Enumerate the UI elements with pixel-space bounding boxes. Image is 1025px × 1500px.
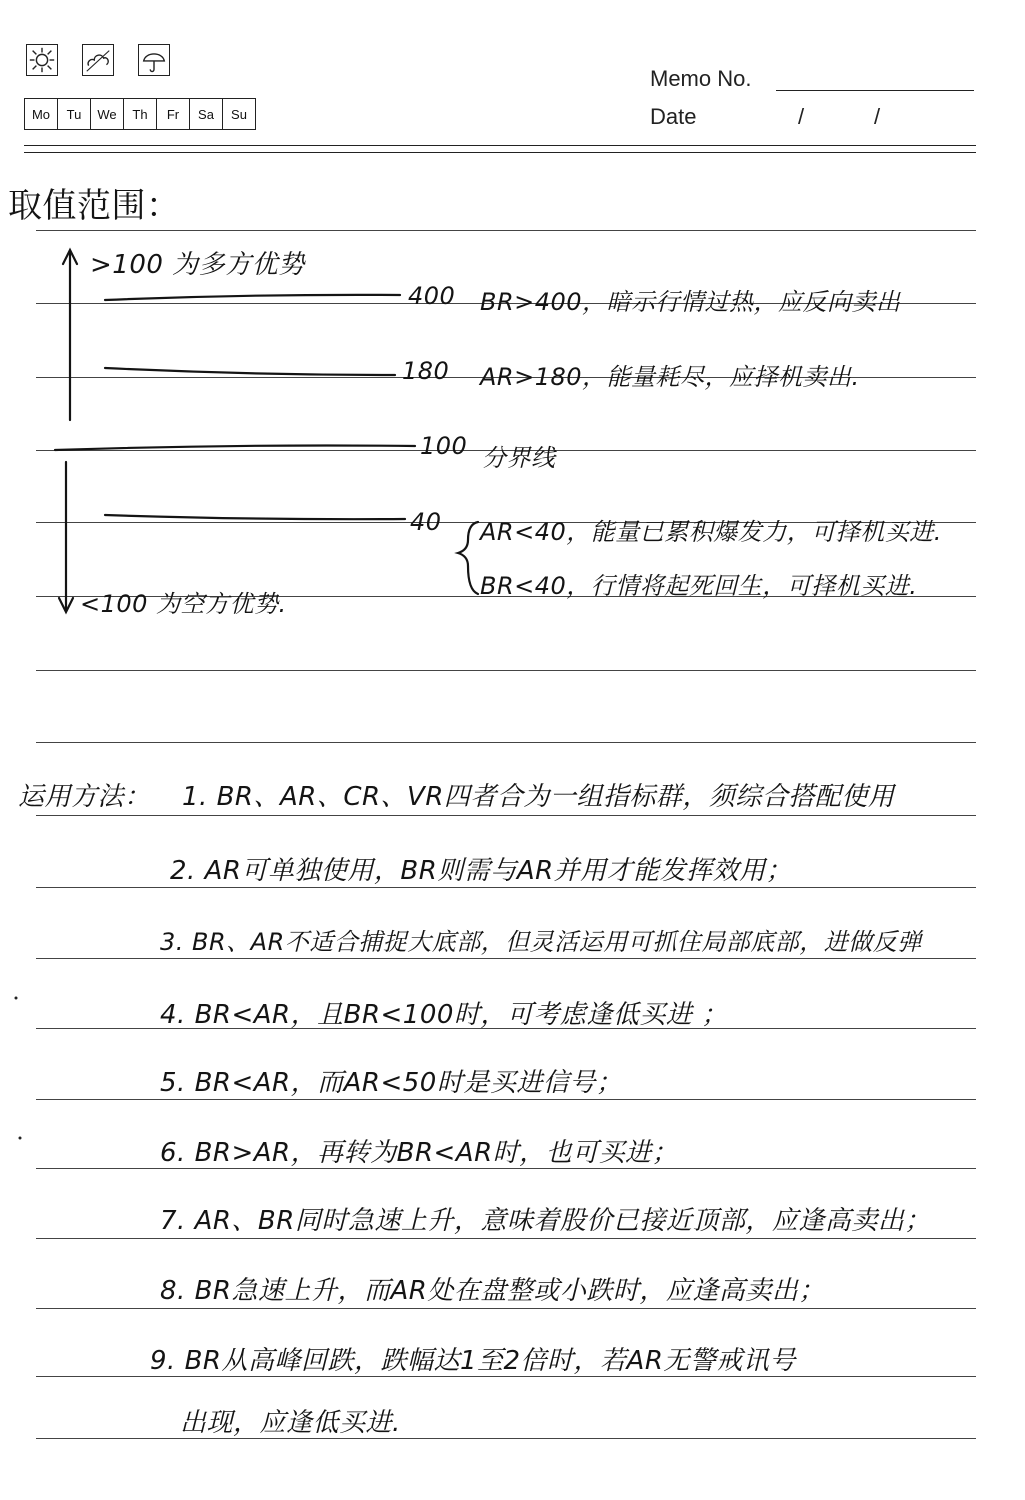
range-section-title: 取值范围：: [8, 186, 181, 226]
weekday-sa: Sa: [190, 99, 223, 129]
weekday-su: Su: [231, 106, 247, 122]
sun-icon: [26, 44, 58, 76]
level-value: 400: [408, 282, 456, 310]
usage-item: 6. BR>AR，再转为BR<AR时，也可买进；: [160, 1138, 679, 1168]
ruled-line: [36, 1438, 976, 1439]
ruled-line: [36, 1308, 976, 1309]
ruled-line: [36, 887, 976, 888]
usage-item: 5. BR<AR，而AR<50时是买进信号；: [160, 1068, 623, 1098]
date-separator: /: [798, 104, 805, 129]
weather-icons: [26, 44, 170, 76]
usage-item: 1. BR、AR、CR、VR四者合为一组指标群，须综合搭配使用: [182, 782, 895, 812]
usage-item: 2. AR可单独使用，BR则需与AR并用才能发挥效用；: [170, 856, 793, 886]
level-note: AR>180，能量耗尽，应择机卖出.: [480, 363, 860, 391]
usage-item: 3. BR、AR不适合捕捉大底部，但灵活运用可抓住局部底部，进做反弹: [160, 928, 922, 956]
date-separator: /: [874, 104, 881, 129]
level-note: AR<40，能量已累积爆发力，可择机买进.: [480, 518, 942, 546]
level-note: BR>400，暗示行情过热，应反向卖出: [480, 288, 901, 316]
bear-advantage-label: <100 为空方优势.: [80, 590, 287, 618]
weekday-we: We: [91, 99, 124, 129]
cloud-icon: [82, 44, 114, 76]
ruled-line: [36, 1099, 976, 1100]
level-value: 40: [410, 508, 442, 536]
usage-item: 出现，应逢低买进.: [180, 1408, 401, 1438]
usage-item: 8. BR急速上升，而AR处在盘整或小跌时，应逢高卖出；: [160, 1276, 825, 1306]
weekday-fr: Fr: [157, 99, 190, 129]
memo-number-label: Memo No.: [650, 66, 752, 91]
weekday-th: Th: [124, 99, 157, 129]
ruled-line: [36, 742, 976, 743]
weekday-mo: Mo: [25, 99, 58, 129]
usage-section-title: 运用方法：: [18, 782, 151, 812]
ruled-line: [36, 815, 976, 816]
level-value: 100: [420, 432, 468, 460]
level-note: BR<40，行情将起死回生，可择机买进.: [480, 572, 918, 600]
memo-number-line: [776, 90, 974, 91]
ruled-line: [36, 1238, 976, 1239]
usage-item: 9. BR从高峰回跌，跌幅达1至2倍时，若AR无警戒讯号: [150, 1346, 796, 1376]
weekday-selector: [24, 98, 256, 130]
usage-item: 4. BR<AR，且BR<100时，可考虑逢低买进 ；: [160, 1000, 728, 1030]
bull-advantage-label: >100 为多方优势: [90, 250, 305, 280]
header-rule: [24, 152, 976, 153]
umbrella-icon: [138, 44, 170, 76]
header-rule: [24, 145, 976, 146]
date-label: Date: [650, 104, 697, 129]
usage-item: 7. AR、BR同时急速上升，意味着股价已接近顶部，应逢高卖出；: [160, 1206, 931, 1236]
ruled-line: [36, 230, 976, 231]
weekday-tu: Tu: [58, 99, 91, 129]
ruled-line: [36, 958, 976, 959]
level-value: 180: [402, 357, 450, 385]
ruled-line: [36, 670, 976, 671]
level-note: 分界线: [482, 444, 556, 472]
